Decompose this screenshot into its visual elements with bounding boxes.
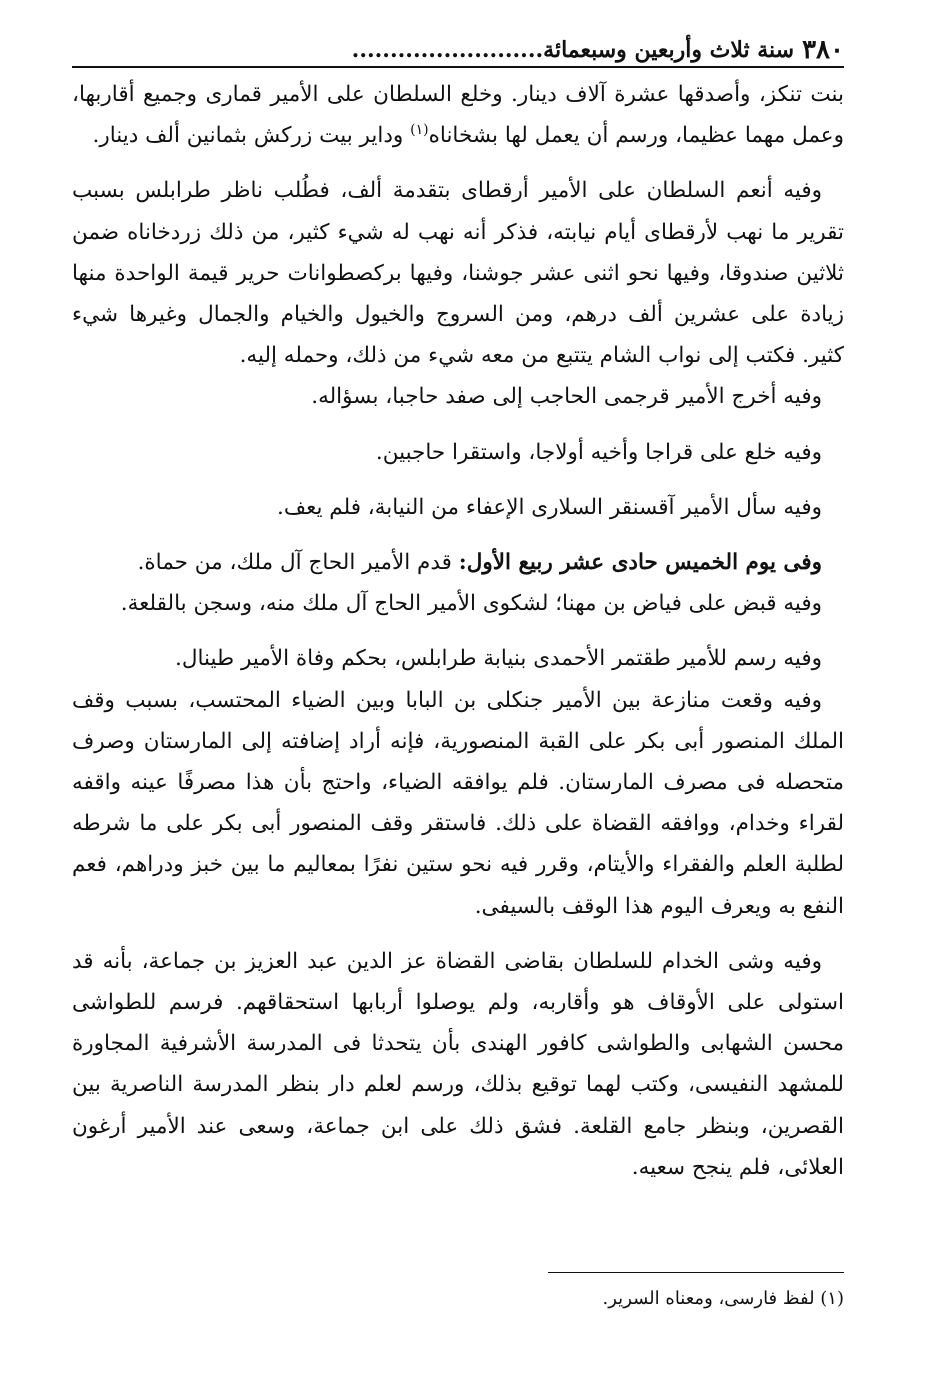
paragraph: وفيه قبض على فياض بن مهنا؛ لشكوى الأمير الحاج آل ملك منه، وسجن بالقلعة.	[120, 591, 822, 617]
book-page	[72, 28, 844, 1358]
paragraph: وفيه رسم للأمير طقتمر الأحمدى بنيابة طرابلس، بحكم وفاة الأمير طينال.	[175, 646, 822, 672]
paragraph-text: وداير بيت زركش بثمانين ألف دينار.	[92, 123, 411, 149]
paragraph	[72, 542, 844, 583]
footnote-reference[interactable]: (١)	[410, 122, 429, 139]
paragraph: وفيه أخرج الأمير قرجمى الحاجب إلى صفد حاجبا، بسؤاله.	[311, 384, 822, 410]
footnote-divider	[548, 1272, 844, 1273]
footnote: (١) لفظ فارسى، ومعناه السرير.	[602, 1288, 844, 1309]
page-number: ٣٨٠	[802, 35, 844, 65]
paragraph	[72, 74, 844, 156]
page-header	[72, 28, 844, 68]
paragraph: وفيه سأل الأمير آقسنقر السلارى الإعفاء من النيابة، فلم يعف.	[276, 494, 822, 520]
paragraph-text: بنت تنكز، وأصدقها عشرة آلاف دينار. وخلع السلطان على الأمير قمارى وجميع أقاربها، وعمل مهما عظيما، ورسم أن يعمل لها بشخاناه	[72, 82, 844, 149]
running-title: سنة ثلاث وأربعين وسبعمائة.........................	[351, 37, 795, 63]
page-body	[72, 74, 844, 1188]
paragraph: وفيه خلع على قراجا وأخيه أولاجا، واستقرا حاجبين.	[375, 439, 822, 465]
paragraph-text: قدم الأمير الحاج آل ملك، من حماة.	[137, 550, 459, 576]
date-heading: وفى يوم الخميس حادى عشر ربيع الأول:	[458, 550, 822, 576]
paragraph: وفيه وقعت منازعة بين الأمير جنكلى بن البابا وبين الضياء المحتسب، بسبب وقف الملك المنصور أبى بكر على القبة المنصورية، فإنه أراد إضافته إلى المارستان وصرف متحصله فى مصرف المارستان. فلم يوافقه الضياء، واحتج بأن هذا مصرفًا عينه واقفه لقراء وخدام، ووافقه القضاة على ذلك. فاستقر وقف المنصور أبى بكر على ما شرطه لطلبة العلم والفقراء والأيتام، وقرر فيه نحو ستين نفرًا بمعاليم ما بين خبز ودراهم، فعم النفع به ويعرف اليوم هذا الوقف بالسيفى.	[72, 687, 844, 919]
paragraph: وفيه وشى الخدام للسلطان بقاضى القضاة عز الدين عبد العزيز بن جماعة، بأنه قد استولى على الأوقاف هو وأقاربه، ولم يوصلوا أربابها استحقاقهم. فرسم للطواشى محسن الشهابى والطواشى كافور الهندى بأن يتحدثا فى المدرسة الأشرفية المجاورة للمشهد النفيسى، وكتب لهما توقيع بذلك، ورسم لعلم دار بنظر المدرسة الناصرية بين القصرين، وبنظر جامع القلعة. فشق ذلك على ابن جماعة، وسعى عند الأمير أرغون العلائى، فلم ينجح سعيه.	[72, 948, 844, 1180]
paragraph: وفيه أنعم السلطان على الأمير أرقطاى بتقدمة ألف، فطُلب ناظر طرابلس بسبب تقرير ما نهب لأرقطاى أيام نيابته، فذكر أنه نهب له شيء كثير، من ذلك زردخاناه ضمن ثلاثين صندوقا، وفيها نحو اثنى عشر جوشنا، وفيها بركصطوانات حرير قيمة الواحدة منها زيادة على عشرين ألف درهم، ومن السروج والخيول والخيام والجمال وغيرها شيء كثير. فكتب إلى نواب الشام يتتبع من معه شيء من ذلك، وحمله إليه.	[72, 178, 844, 369]
